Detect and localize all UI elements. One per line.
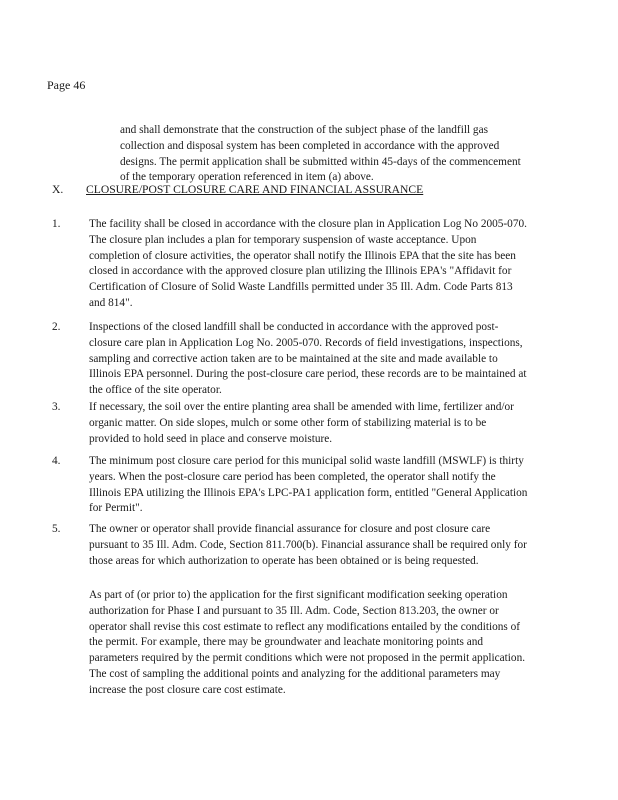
section-number: X.	[52, 183, 64, 196]
section-title: CLOSURE/POST CLOSURE CARE AND FINANCIAL ASSURANCE	[86, 183, 424, 196]
item-number: 5.	[52, 523, 61, 535]
page-number: Page 46	[47, 78, 86, 92]
item-number: 2.	[52, 321, 61, 333]
item-number: 4.	[52, 455, 61, 467]
item-text: The facility shall be closed in accordance with the closure plan in Application Log No 2005-070. The closure plan includes a plan for temporary suspension of waste acceptance. Upon completion of closure activities, the operator shall notify the Illinois EPA that the site has been closed in accordance with the approved closure plan utilizing the Illinois EPA's "Affidavit for Certification of Closure of Solid Waste Landfills permitted under 35 Ill. Adm. Code Parts 813 and 814".	[89, 218, 527, 309]
item-text: Inspections of the closed landfill shall be conducted in accordance with the approved post-closure care plan in Application Log No. 2005-070. Records of field investigations, inspections, sampling and corrective action taken are to be maintained at the site and made available to Illinois EPA personnel. During the post-closure care period, these records are to be maintained at the office of the site operator.	[89, 321, 527, 397]
item-text: The owner or operator shall provide financial assurance for closure and post closure care pursuant to 35 Ill. Adm. Code, Section 811.700(b). Financial assurance shall be required only for those areas for which authorization to operate has been obtained or is being requested.	[89, 523, 527, 567]
item-number: 1.	[52, 218, 61, 230]
intro-paragraph: and shall demonstrate that the construction of the subject phase of the landfill gas collection and disposal system has been completed in accordance with the approved designs. The permit application shall be submitted within 45-days of the commencement of the temporary operation referenced in item (a) above.	[120, 124, 521, 184]
cost-estimate-paragraph: As part of (or prior to) the application for the first significant modification seeking operation authorization for Phase I and pursuant to 35 Ill. Adm. Code, Section 813.203, the owner or operator shall revise this cost estimate to reflect any modifications entailed by the conditions of the permit. For example, there may be groundwater and leachate monitoring points and parameters required by the permit conditions which were not proposed in the permit application. The cost of sampling the additional points and analyzing for the additional parameters may increase the post closure care cost estimate.	[89, 589, 526, 696]
item-number: 3.	[52, 401, 61, 413]
item-text: If necessary, the soil over the entire planting area shall be amended with lime, fertilizer and/or organic matter. On side slopes, mulch or some other form of stabilizing material is to be provided to hold seed in place and conserve moisture.	[89, 401, 514, 445]
item-text: The minimum post closure care period for this municipal solid waste landfill (MSWLF) is thirty years. When the post-closure care period has been completed, the operator shall notify the Illinois EPA utilizing the Illinois EPA's LPC-PA1 application form, entitled "General Application for Permit".	[89, 455, 528, 515]
